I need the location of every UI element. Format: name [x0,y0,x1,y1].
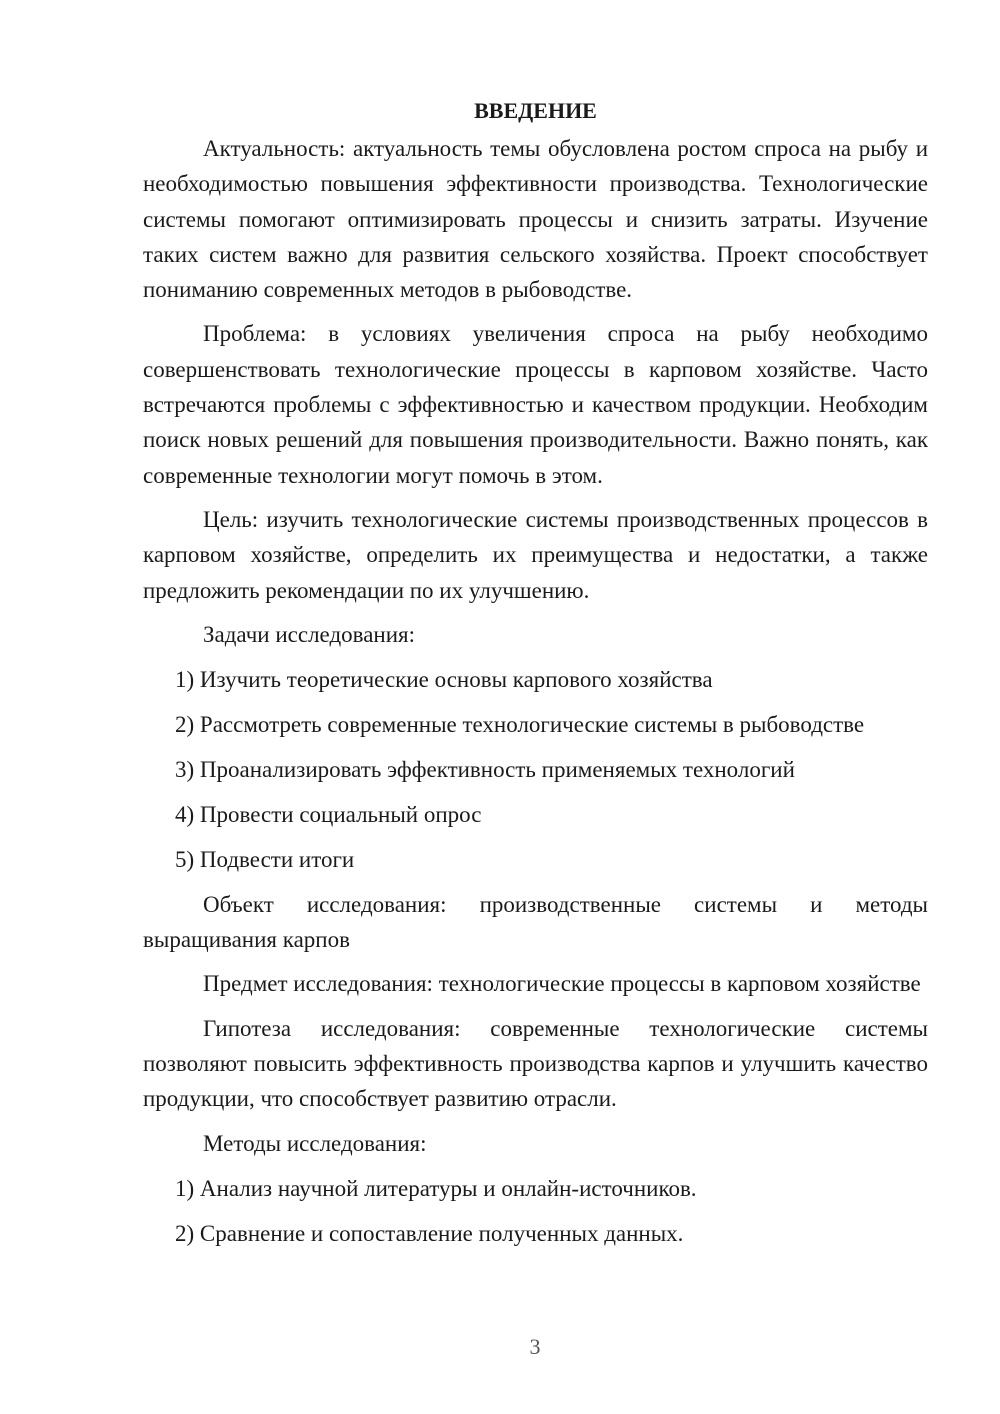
page-number: 3 [529,1334,541,1359]
section-heading: ВВЕДЕНИЕ [474,98,597,123]
method-item: 2) Сравнение и сопоставление полученных данных. [175,1220,684,1246]
methods-label: Методы исследования: [203,1130,427,1156]
method-item: 1) Анализ научной литературы и онлайн-источников. [175,1175,697,1201]
methods-list [143,1171,928,1251]
tasks-label: Задачи исследования: [203,621,416,647]
task-item: 5) Подвести итоги [175,846,355,872]
relevance-paragraph: Актуальность: актуальность темы обусловлена ростом спроса на рыбу и необходимостью повышения эффективности производства. Технологические системы помогают оптимизировать процессы и снизить затраты. Изучение таких систем важно для развития сельского хозяйства. Проект способствует пониманию современных методов в рыбоводстве. [143,136,928,303]
object-paragraph: Объект исследования: производственные системы и методы выращивания карпов [143,891,928,953]
problem-paragraph: Проблема: в условиях увеличения спроса на рыбу необходимо совершенствовать технологические процессы в карповом хозяйстве. Часто встречаются проблемы с эффективностью и качеством продукции. Необходим поиск новых решений для повышения производительности. Важно понять, как современные технологии могут помочь в этом. [143,321,928,488]
task-item: 4) Провести социальный опрос [175,801,482,827]
task-item: 3) Проанализировать эффективность применяемых технологий [175,756,795,782]
subject-paragraph: Предмет исследования: технологические процессы в карповом хозяйстве [203,971,921,997]
goal-paragraph: Цель: изучить технологические системы производственных процессов в карповом хозяйстве, определить их преимущества и недостатки, а также предложить рекомендации по их улучшению. [143,506,928,603]
hypothesis-paragraph: Гипотеза исследования: современные технологические системы позволяют повысить эффективность производства карпов и улучшить качество продукции, что способствует развитию отрасли. [143,1015,928,1112]
task-item: 1) Изучить теоретические основы карпового хозяйства [175,666,713,692]
tasks-list [143,662,928,877]
page-content [143,96,928,1261]
task-item: 2) Рассмотреть современные технологические системы в рыбоводстве [175,711,865,737]
